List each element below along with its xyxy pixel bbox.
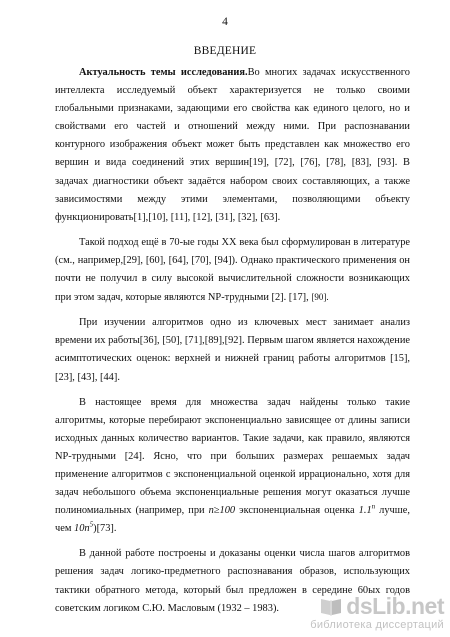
paragraph-text: )[73].	[93, 523, 117, 535]
reference-small: [90].	[311, 292, 329, 303]
relevance-lead: Актуальность темы исследования.	[79, 67, 248, 78]
paragraph-text: Во многих задачах искусственного интеллекта исследуемый объект характеризуется не только своими глобальными признаками, задающими его свойства как единого целого, но и свойствами его частей и отношений между ними. При распознавании контурного изображения объект может быть представлен как множество его вершин и вида соединений этих вершин[19], [72], [76], [78], [83], [93]. В задачах диагностики объект задаётся набором своих составляющих, а также зависимостями между этими элементами, позволяющими объекту функционировать[1],[10], [11], [12], [31], [32], [63].	[55, 67, 410, 223]
paragraph-text: лучше, чем	[55, 505, 410, 535]
watermark	[310, 594, 444, 631]
math-poly-estimate	[74, 520, 94, 535]
math-exp-estimate	[358, 502, 376, 517]
math-poly-base: 10n	[74, 523, 90, 535]
watermark-logo-text: dsLib.net	[346, 593, 444, 619]
paragraph-algorithms	[55, 314, 410, 386]
paragraph-relevance	[55, 64, 410, 227]
math-exp-power: n	[371, 502, 376, 511]
page-heading: ВВЕДЕНИЕ	[193, 45, 257, 57]
math-n-bound: n≥100	[208, 505, 236, 517]
page-number: 4	[222, 16, 228, 28]
paragraph-approach	[55, 234, 410, 307]
math-poly-power: 5	[89, 520, 94, 529]
math-exp-base: 1.1	[358, 505, 372, 517]
paragraph-text: В данной работе построены и доказаны оценки числа шагов алгоритмов решения задач логико-предметного распознавания образов, использующих тактики обратного метода, который был предложен в середине 60ых годов советским логиком С.Ю. Масловым (1932 – 1983).	[55, 548, 410, 614]
watermark-logo	[310, 594, 444, 618]
paragraph-text: Такой подход ещё в 70-ые годы XX века был сформулирован в литературе (см., например,[29], [60], [64], [70], [94]). Однако практического применения он почти не получил в силу высокой вычислительной сложности возникающих при этом задач, которые являются NP-трудными [2]. [17],	[55, 236, 410, 304]
watermark-caption: библиотека диссертаций	[310, 619, 444, 631]
paragraph-text: экспоненциальная оценка	[235, 505, 359, 517]
document-body	[55, 64, 410, 625]
paragraph-np-hard	[55, 394, 410, 539]
paragraph-text: При изучении алгоритмов одно из ключевых мест занимает анализ времени их работы[36], [50], [71],[89],[92]. Первым шагом является нахождение асимптотических оценок: верхней и нижней границ работы алгоритмов [15], [23], [43], [44].	[55, 317, 410, 383]
book-icon	[319, 595, 343, 617]
paragraph-text: В настоящее время для множества задач найдены только такие алгоритмы, которые перебирают экспоненциально зависящее от длины записи исходных данных количество вариантов. Такие задачи, как правило, являются NP-трудными [24]. Ясно, что при больших размерах решаемых задач применение алгоритмов с экспоненциальной оценкой иррационально, хотя для задач небольшого объема экспоненциальные решения могут оказаться лучше полиномиальных (например, при	[55, 396, 410, 517]
